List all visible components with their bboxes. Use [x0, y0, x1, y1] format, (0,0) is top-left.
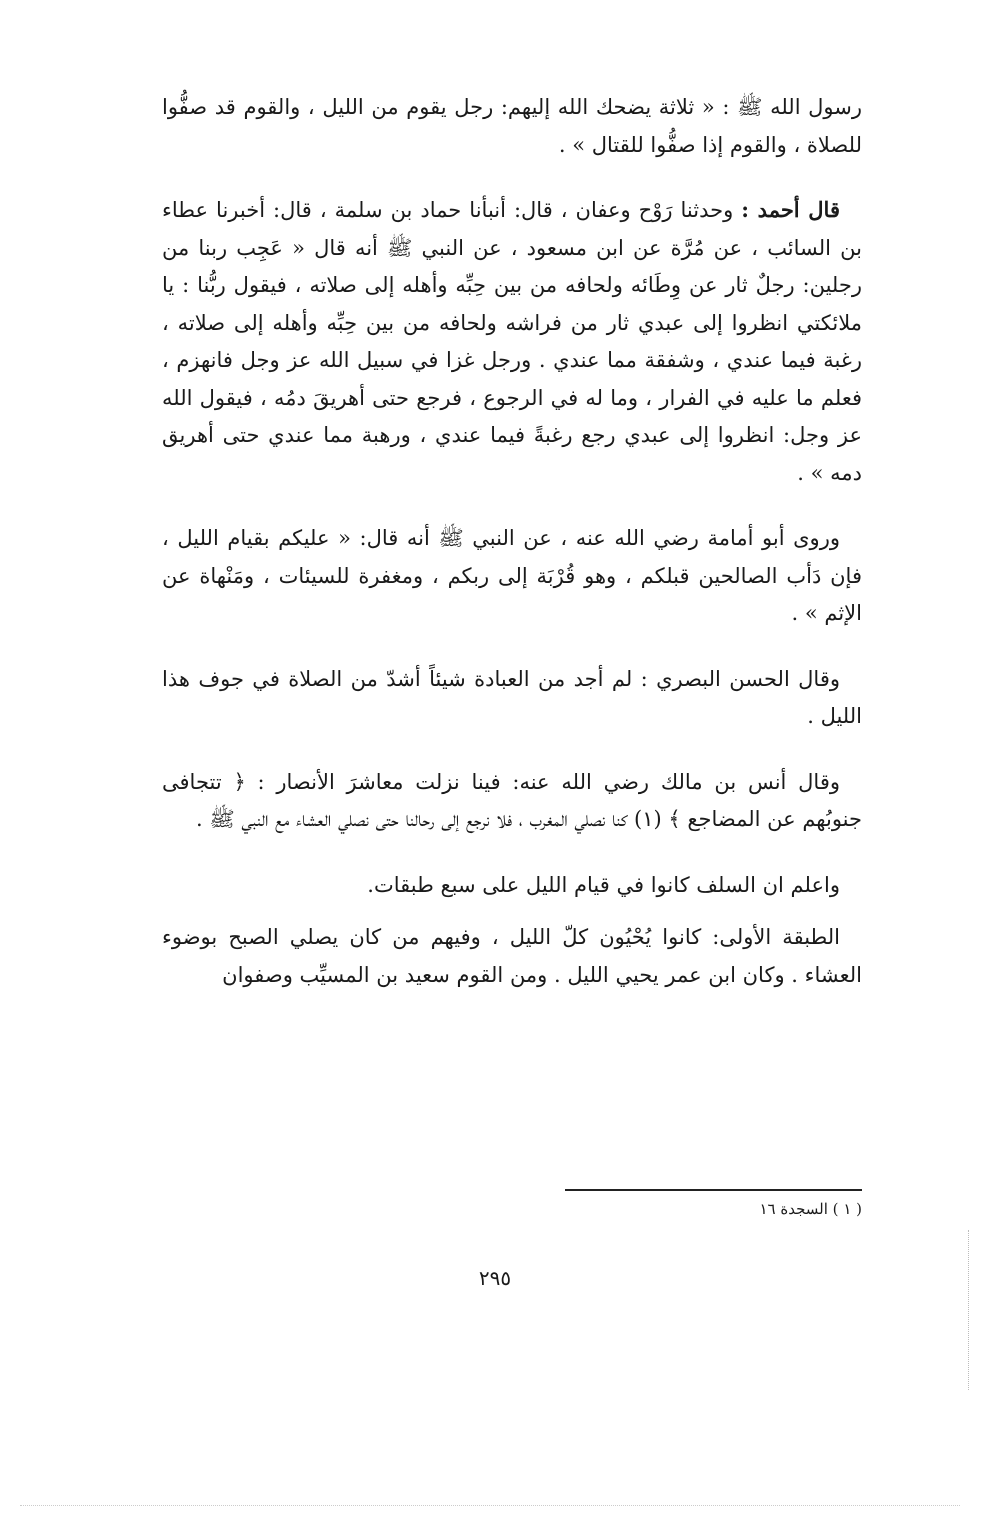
paragraph-text: الطبقة الأولى: كانوا يُحْيُون كلّ الليل ، وفيهم من كان يصلي الصبح بوضوء العشاء . وكان ابن عمر يحيي الليل . ومن القوم سعيد بن المسيِّب وصفوان: [162, 925, 862, 987]
paragraph-4: [162, 660, 862, 736]
paragraph-7: [162, 918, 862, 994]
paragraph-text: وقال الحسن البصري : لم أجد من العبادة شيئاً أشدّ من الصلاة في جوف هذا الليل .: [162, 666, 862, 728]
footnote-divider: [565, 1189, 862, 1191]
paragraph-text: وقال أنس بن مالك رضي الله عنه: فينا نزلت معاشرَ الأنصار : ﴿ تتجافى جنوبُهم عن المضاجع ﴾ (١) كنا نصلي المغرب ، فلا نرجع إلى رحالنا حتى نصلي العشاء مع النبي ﷺ .: [162, 769, 862, 831]
footnote: ( ١ ) السجدة ١٦: [759, 1200, 862, 1218]
paragraph-5: [162, 763, 862, 839]
scan-bottom-mark: [20, 1505, 960, 1506]
paragraph-text: وحدثنا رَوْح وعفان ، قال: أنبأنا حماد بن سلمة ، قال: أخبرنا عطاء بن السائب ، عن مُرَّة عن ابن مسعود ، عن النبي ﷺ أنه قال « عَجِب ربنا من رجلين: رجلٌ ثار عن وِطَائه ولحافه من بين حِبِّه وأهله إلى صلاته ، فيقول ربُّنا : يا ملائكتي انظروا إلى عبدي ثار من فراشه ولحافه من بين حِبِّه وأهله إلى صلاته ، رغبة فيما عندي ، وشفقة مما عندي . ورجل غزا في سبيل الله عز وجل فانهزم ، فعلم ما عليه في الفرار ، وما له في الرجوع ، فرجع حتى أهريقَ دمُه ، فيقول الله عز وجل: انظروا إلى عبدي رجع رغبةً فيما عندي ، ورهبة مما عندي حتى أهريق دمه » .: [162, 198, 862, 485]
paragraph-lead: قال أحمد :: [741, 197, 840, 222]
paragraph-text: واعلم ان السلف كانوا في قيام الليل على سبع طبقات.: [367, 872, 840, 897]
paragraph-2: [162, 191, 862, 492]
paragraph-1: [162, 88, 862, 164]
main-text: [162, 88, 862, 1021]
scan-edge-mark: [968, 1230, 969, 1390]
paragraph-3: [162, 519, 862, 633]
page-number: ٢٩٥: [478, 1266, 512, 1290]
paragraph-text: رسول الله ﷺ : « ثلاثة يضحك الله إليهم: رجل يقوم من الليل ، والقوم قد صفُّوا للصلاة ، والقوم إذا صفُّوا للقتال » .: [162, 95, 862, 157]
paragraph-6: [162, 866, 862, 905]
paragraph-text: وروى أبو أمامة رضي الله عنه ، عن النبي ﷺ أنه قال: « عليكم بقيام الليل ، فإن دَأب الصالحين قبلكم ، وهو قُرْبَة إلى ربكم ، ومغفرة للسيئات ، ومَنْهاة عن الإثم » .: [162, 526, 862, 625]
